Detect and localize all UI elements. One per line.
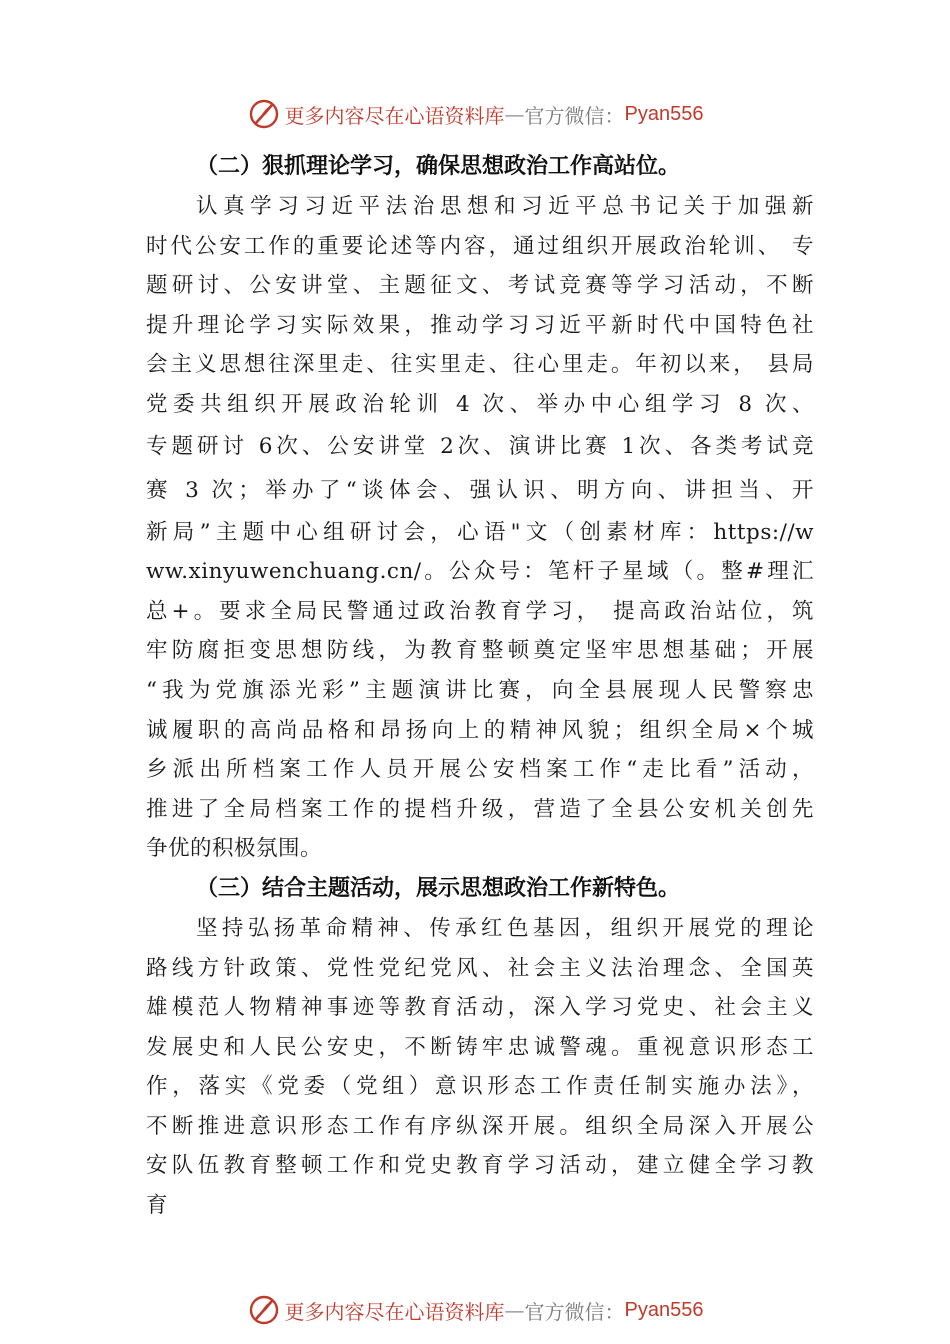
text-line: 坚持弘扬革命精神、传承红色基因，组织开展党的理论 (196, 915, 814, 941)
text-line: 发展史和人民公安史，不断铸牢忠诚警魂。重视意识形态工 (146, 1034, 814, 1060)
text-line: 总+。要求全局民警通过政治教育学习， 提高政治站位，筑 (146, 598, 814, 624)
text-line: 争优的积极氛围。 (146, 836, 323, 862)
text-line: 时代公安工作的重要论述等内容，通过组织开展政治轮训、 专 (146, 233, 814, 259)
text-line: 专题研讨 6次、公安讲堂 2次、演讲比赛 1次、各类考试竞 (146, 433, 814, 459)
text-line: 党委共组织开展政治轮训 4 次、举办中心组学习 8 次、 (146, 391, 814, 417)
text-line: “我为党旗添光彩”主题演讲比赛，向全县展现人民警察忠 (146, 677, 814, 703)
text-line: 题研讨、公安讲堂、主题征文、考试竞赛等学习活动，不断 (146, 273, 814, 299)
footer-banner (0, 1290, 950, 1330)
text-line: 新局”主题中心组研讨会，心语"文（创素材库：https://w (146, 519, 814, 545)
text-line: 会主义思想往深里走、往实里走、往心里走。年初以来， 县局 (146, 352, 814, 378)
banner-wechat-id: Pyan556 (624, 102, 704, 125)
banner-wechat-label: 官方微信： (524, 103, 625, 128)
text-line: 赛 3 次；举办了“谈体会、强认识、明方向、讲担当、开 (146, 477, 814, 503)
section-2-paragraph (146, 187, 814, 869)
text-line: 诚履职的高尚品格和昂扬向上的精神风貌；组织全局×个城 (146, 717, 814, 743)
banner-site-text: 更多内容尽在心语资料库 (284, 1299, 505, 1324)
quill-pen-logo-icon (247, 97, 281, 131)
banner-separator: — (504, 102, 525, 126)
banner-wechat-label: 官方微信： (524, 1299, 625, 1324)
text-line: 雄模范人物精神事迹等教育活动，深入学习党史、社会主义 (146, 995, 814, 1021)
text-line: 育 (146, 1193, 169, 1219)
section-heading-3: （三）结合主题活动，展示思想政治工作新特色。 (196, 875, 681, 901)
text-line: 认真学习习近平法治思想和习近平总书记关于加强新 (196, 194, 814, 219)
text-line: 乡派出所档案工作人员开展公安档案工作“走比看”活动， (146, 757, 814, 783)
text-line: 作，落实《党委（党组）意识形态工作责任制实施办法》， (146, 1074, 814, 1100)
header-banner (0, 94, 950, 134)
document-body (146, 147, 814, 1226)
banner-site-text: 更多内容尽在心语资料库 (284, 103, 505, 128)
text-line: 安队伍教育整顿工作和党史教育学习活动，建立健全学习教 (146, 1153, 814, 1179)
section-heading-2: （二）狠抓理论学习，确保思想政治工作高站位。 (196, 154, 681, 179)
quill-pen-logo-icon (247, 1293, 281, 1327)
section-3-paragraph (146, 909, 814, 1226)
text-line: 路线方针政策、党性党纪党风、社会主义法治理念、全国英 (146, 955, 814, 981)
banner-wechat-id: Pyan556 (624, 1298, 704, 1321)
text-line: 提升理论学习实际效果，推动学习习近平新时代中国特色社 (146, 312, 814, 338)
text-line: 不断推进意识形态工作有序纵深开展。组织全局深入开展公 (146, 1113, 814, 1139)
text-line: 牢防腐拒变思想防线，为教育整顿奠定坚牢思想基础；开展 (146, 638, 814, 664)
text-line: ww.xinyuwenchuang.cn/。公众号：笔杆子星域（。整#理汇 (146, 559, 814, 585)
banner-separator: — (504, 1298, 525, 1322)
text-line: 推进了全局档案工作的提档升级，营造了全县公安机关创先 (146, 796, 814, 822)
